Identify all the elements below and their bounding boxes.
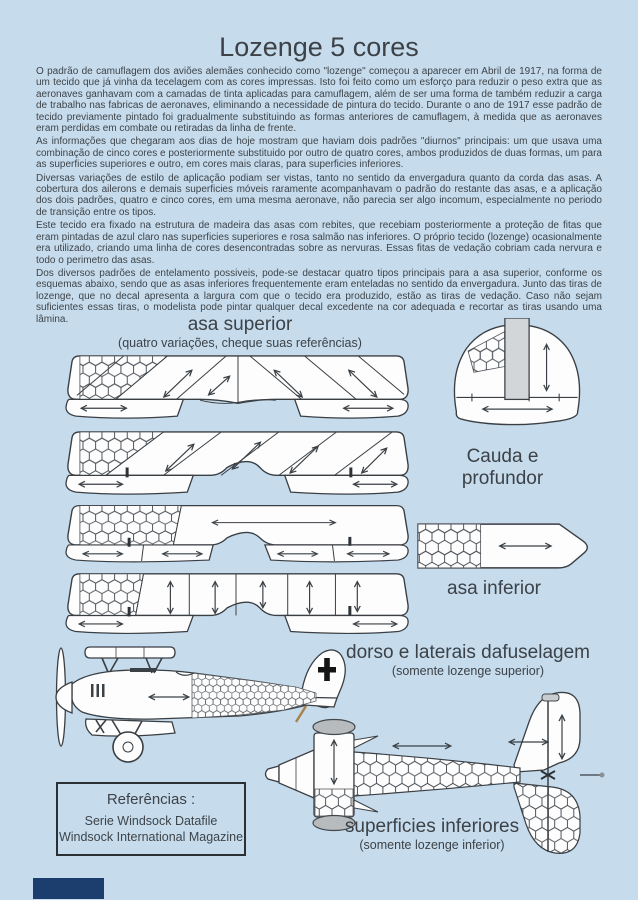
wing-bottom-diagram bbox=[413, 520, 597, 572]
wing-top-variant-3-diagram bbox=[64, 503, 412, 569]
asa-superior-subtitle: (quatro variações, cheque suas referências) bbox=[118, 336, 362, 350]
references-box bbox=[56, 782, 246, 856]
fuselagem-subtitle: (somente lozenge superior) bbox=[391, 664, 545, 678]
paragraph-4: Este tecido era fixado na estrutura de madeira das asas com rebites, que recebiam posteriormente a proteção de fitas que eram pintadas de azul claro nas superficies superiores e rosa salmão nas inferiores. O próprio tecido (lozenge) ocasionalmente era utilizado, criando uma linha de cores desencontradas sobre as nervuras. Essas fitas de vedação cobriam cada nervura e todo o perimetro das asas. bbox=[36, 220, 602, 266]
wing-top-variant-4-diagram bbox=[64, 571, 412, 641]
section-fuselagem-label bbox=[338, 642, 598, 679]
wing-top-variant-1-diagram bbox=[64, 353, 412, 426]
paragraph-3: Diversas variações de estilo de aplicação podiam ser vistas, tanto no sentido da envergadura quanto da corda das asas. A cobertura dos ailerons e demais superficies móveis raramente acompanhavam o padrão do restante das asas, e a aplicação dos dois padrões, quatro e cinco cores, em uma mesma aeronave, não parecia ser algo incomum, especialmente no periodo de transição entre os tipos. bbox=[36, 172, 602, 218]
inferiores-subtitle: (somente lozenge inferior) bbox=[359, 838, 505, 852]
wing-top-variant-2-diagram bbox=[64, 429, 412, 502]
reference-item: Serie Windsock Datafile bbox=[84, 814, 218, 828]
intro-text bbox=[36, 66, 602, 327]
section-cauda-label bbox=[430, 446, 575, 490]
section-inferiores-label bbox=[332, 816, 532, 853]
corner-plate bbox=[33, 878, 104, 899]
paragraph-2: As informações que chegaram aos dias de hoje mostram que haviam dois padrões "diurnos" principais: um que usava uma combinação de cinco cores e posteriormente substituido por outro de quatro cores, ambos produzidos de duas formas, um para as superficies superiores e outro, em cores mais claras, para superficies inferiores. bbox=[36, 136, 602, 171]
references-title: Referências : bbox=[106, 791, 196, 808]
cauda-title-line2: profundor bbox=[461, 468, 544, 489]
page-title: Lozenge 5 cores bbox=[219, 32, 419, 62]
tail-elevator-diagram bbox=[436, 318, 598, 444]
inferiores-title: superficies inferiores bbox=[344, 816, 520, 837]
asa-inferior-title: asa inferior bbox=[447, 578, 541, 599]
section-asa-superior-label bbox=[75, 314, 405, 351]
asa-superior-title: asa superior bbox=[187, 314, 293, 335]
paragraph-1: O padrão de camuflagem dos aviões alemães conhecido como "lozenge" começou a aparecer em Abril de 1917, na forma de um tecido que já vinha da tecelagem com as cores impressas. Isto foi feito como um esforço para reduzir o peso extra que as aeronaves ganhavam com a camadas de tinta aplicadas para camuflagem, além de ser uma forma de também reduzir a carga de trabalho nas fabricas de aeronaves, eliminando a necessidade de pintura do tecido. Durante o ano de 1917 esse padrão de tecido previamente pintado foi gradualmente substituindo as formas anteriores de camuflagem, à medida que as aeronaves eram perdidas em combate ou retiradas da linha de frente. bbox=[36, 66, 602, 135]
section-asa-inferior-label bbox=[420, 578, 568, 600]
cauda-title-line1: Cauda e bbox=[466, 446, 539, 467]
fuselagem-title: dorso e laterais dafuselagem bbox=[346, 642, 590, 663]
reference-item: Windsock International Magazine bbox=[58, 830, 244, 844]
paragraph-5: Dos diversos padrões de entelamento possiveis, pode-se destacar quatro tipos principais para a asa superior, conforme os esquemas abaixo, sendo que as asas inferiores frequentemente eram enteladas no sentido da envergadura. Junto das tiras de lozenge, que no decal apresenta a largura com que o tecido era produzido, estão as tiras de vedação. Caso não sejam suficientes essas tiras, o modelista pode pintar qualquer decal excedente na cor adequada e recortar as tiras usando uma lâmina. bbox=[36, 267, 602, 325]
